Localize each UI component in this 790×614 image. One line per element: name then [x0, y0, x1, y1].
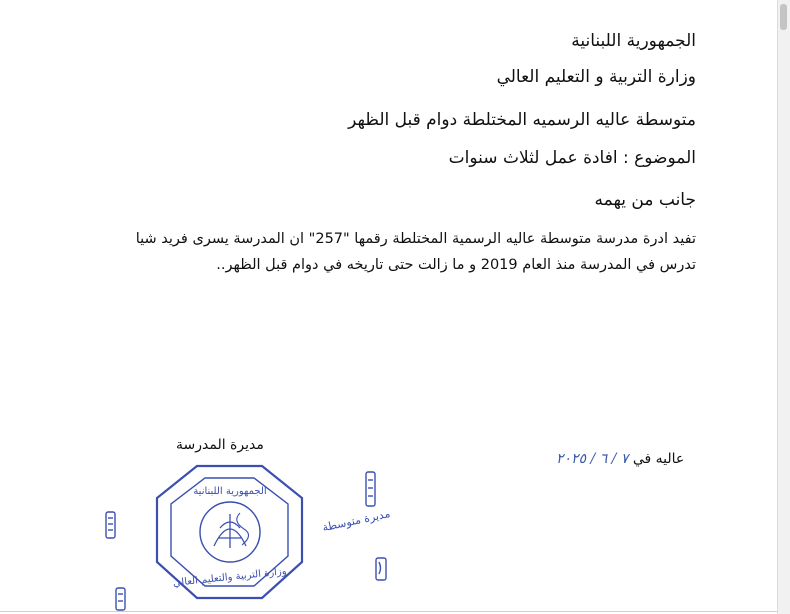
- vertical-scrollbar[interactable]: [777, 0, 790, 614]
- body-line-1: تفيد ادرة مدرسة متوسطة عاليه الرسمية المختلطة رقمها "257" ان المدرسة يسرى فريد شيا: [135, 231, 696, 247]
- official-stamp: [102, 458, 402, 614]
- stamp-text-side: مديرة متوسطة: [321, 507, 392, 535]
- place-date: [550, 451, 684, 467]
- page-bottom-edge: [0, 611, 778, 612]
- scrollbar-thumb[interactable]: [780, 4, 787, 30]
- republic-heading: الجمهورية اللبنانية: [571, 31, 696, 51]
- stamp-text-bottom: وزارة التربية والتعليم العالي: [172, 566, 288, 589]
- certificate-body: [136, 226, 696, 278]
- place-date-label: عاليه في: [632, 451, 685, 467]
- principal-title: مديرة المدرسة: [176, 437, 264, 453]
- seal-mark-left: [106, 512, 125, 610]
- subject-line: الموضوع : افادة عمل لثلاث سنوات: [448, 148, 696, 168]
- salutation: جانب من يهمه: [594, 190, 696, 210]
- handwritten-date: ٧ / ٦ / ٢٠٢٥: [556, 451, 629, 467]
- body-line-2: تدرس في المدرسة منذ العام 2019 و ما زالت حتى تاريخه في دوام قبل الظهر..: [216, 257, 696, 273]
- ministry-heading: وزارة التربية و التعليم العالي: [496, 67, 696, 87]
- school-heading: متوسطة عاليه الرسميه المختلطة دوام قبل الظهر: [348, 110, 696, 130]
- seal-mark-right: [366, 472, 386, 580]
- stamp-text-top: الجمهورية اللبنانية: [193, 486, 267, 497]
